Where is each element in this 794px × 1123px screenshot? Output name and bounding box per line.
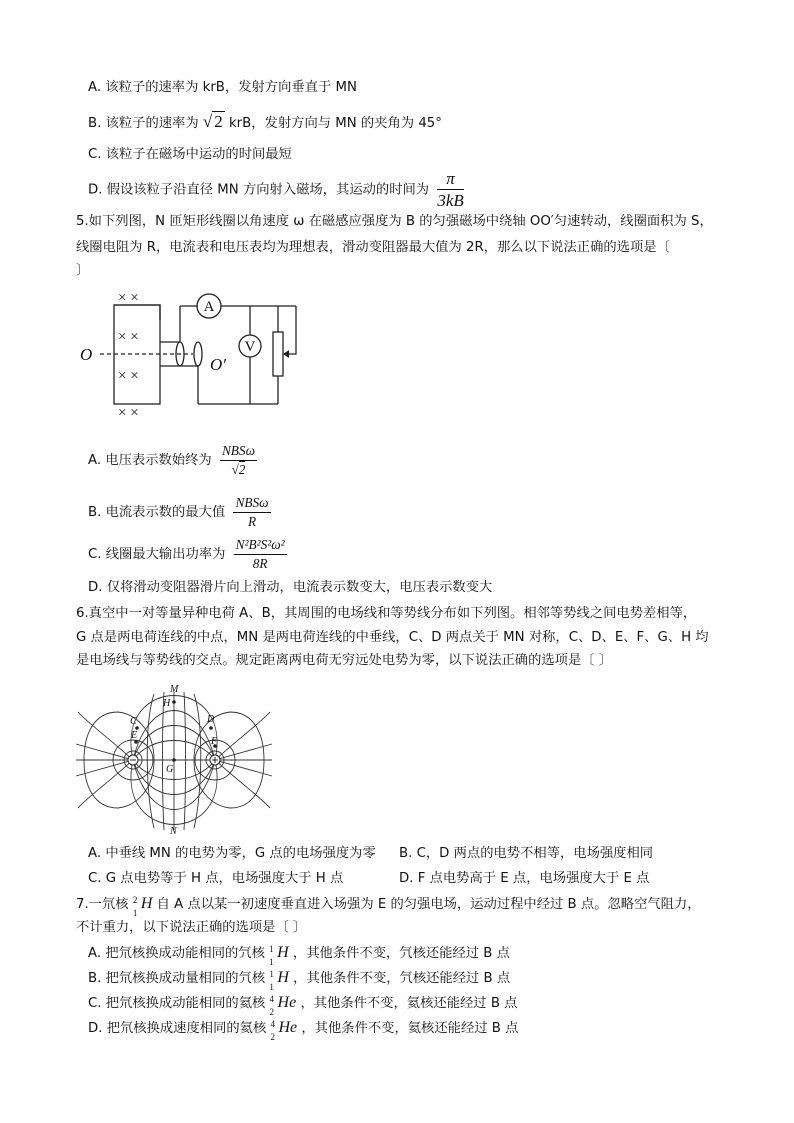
helium-symbol: 4 2 He [270,1019,298,1042]
q7-option-c: C. 把氘核换成动能相同的氦核 4 2 He ，其他条件不变，氦核还能经过 B 点 [88,994,518,1017]
deuteron-symbol: 2 1 H [132,895,153,918]
rheostat-symbol [273,332,283,376]
q5-option-c: C. 线圈最大输出功率为 $\frac{\text{N²B²S²ω²}}{8R}$ [88,537,285,571]
ammeter-label: A [203,299,215,315]
q5-stem-line1: 5.如下列图，N 匝矩形线圈以角速度 ω 在磁感应强度为 B 的匀强磁场中绕轴 OO′匀速转动，线圈面积为 S， [76,214,713,229]
q6-stem-line2: G 点是两电荷连线的中点，MN 是两电荷连线的中垂线，C、D 两点关于 MN 对称，C、D、E、F、G、H 均 [76,630,709,645]
slider-arrow-icon [283,350,289,358]
point-g [172,758,176,762]
q7-stem-line1: 7.一氘核 2 1 H 自 A 点以某一初速度垂直进入场强为 E 的匀强电场，运动过程中经过 B 点。忽略空气阻力， [76,895,701,918]
sqrt-expression: √ 2 [202,112,223,131]
label-h: H [163,698,171,709]
q7-option-d: D. 把氘核换成速度相同的氦核 4 2 He ，其他条件不变，氦核还能经过 B 点 [88,1019,519,1042]
q6-stem-line3: 是电场线与等势线的交点。规定距离两电荷无穷远处电势为零，以下说法正确的选项是〔 〕 [76,653,613,668]
label-c: C [130,716,137,727]
q6-option-d: D. F 点电势高于 E 点，电场强度大于 E 点 [399,871,650,886]
q4-option-a: A. 该粒子的速率为 krB，发射方向垂直于 MN [88,80,357,95]
label-m: M [170,684,179,695]
field-cross-label: × × [118,405,139,420]
helium-symbol: 4 2 He [269,994,297,1017]
q7-option-a: A. 把氘核换成动能相同的氕核 1 1 H ，其他条件不变，氕核还能经过 B 点 [88,944,510,967]
q5-option-a: A. 电压表示数始终为 $\frac{\text{NBSω}}{√2}$ [88,443,255,477]
q7-option-b: B. 把氘核换成动量相同的氕核 1 1 H ，其他条件不变，氕核还能经过 B 点 [88,969,511,992]
coil-circuit-figure [78,288,308,420]
axis-label-o: O [80,345,93,364]
voltage-fraction: $\frac{\text{NBSω}}{√2}$ [221,443,255,477]
field-cross-label: × × [118,329,139,345]
q4-option-c: C. 该粒子在磁场中运动的时间最短 [88,147,292,162]
slip-ring-2 [194,342,202,366]
q4-option-d: D. 假设该粒子沿直径 MN 方向射入磁场，其运动的时间为 $\frac{\pi}{3kB}$ [88,169,464,210]
q5-option-d: D. 仅将滑动变阻器滑片向上滑动，电流表示数变大，电压表示数变大 [88,580,493,595]
label-e: E [131,730,138,741]
point-h [172,700,176,704]
q6-option-a: A. 中垂线 MN 的电势为零，G 点的电场强度为零 [88,846,376,861]
power-fraction: $\frac{\text{N²B²S²ω²}}{8R}$ [235,537,285,571]
time-fraction: $\frac{\pi}{3kB}$ [437,169,464,210]
q6-stem-line1: 6.真空中一对等量异种电荷 A、B，其周围的电场线和等势线分布如下列图。相邻等势线之间电势差相等， [76,606,697,621]
voltmeter-label: V [244,339,256,355]
label-g: G [166,764,174,775]
q7-stem-line2: 不计重力，以下说法正确的选项是〔 〕 [76,920,307,935]
q5-option-b: B. 电流表示数的最大值 $\frac{\text{NBSω}}{R}$ [88,495,269,529]
axis-label-o-prime: O′ [210,355,226,374]
label-d: D [207,714,215,725]
current-fraction: $\frac{\text{NBSω}}{R}$ [235,495,269,529]
field-cross-label: × × [118,290,139,306]
point-d [209,726,213,730]
field-cross-label: × × [118,368,139,384]
protium-symbol: 1 1 H [269,969,289,992]
label-n: N [170,826,177,836]
q4-option-b: B. 该粒子的速率为 √ 2 krB，发射方向与 MN 的夹角为 45° [88,112,442,131]
q5-stem-line2: 线圈电阻为 R，电流表和电压表均为理想表，滑动变阻器最大值为 2R，那么以下说法正确的选项是〔 [76,240,670,255]
q6-option-c: C. G 点电势等于 H 点，电场强度大于 H 点 [88,871,344,886]
q6-option-b: B. C，D 两点的电势不相等，电场强度相同 [399,846,654,861]
dipole-field-figure [74,684,274,836]
q5-stem-line3: 〕 [76,263,90,278]
protium-symbol: 1 1 H [269,944,289,967]
label-f: F [211,736,218,747]
